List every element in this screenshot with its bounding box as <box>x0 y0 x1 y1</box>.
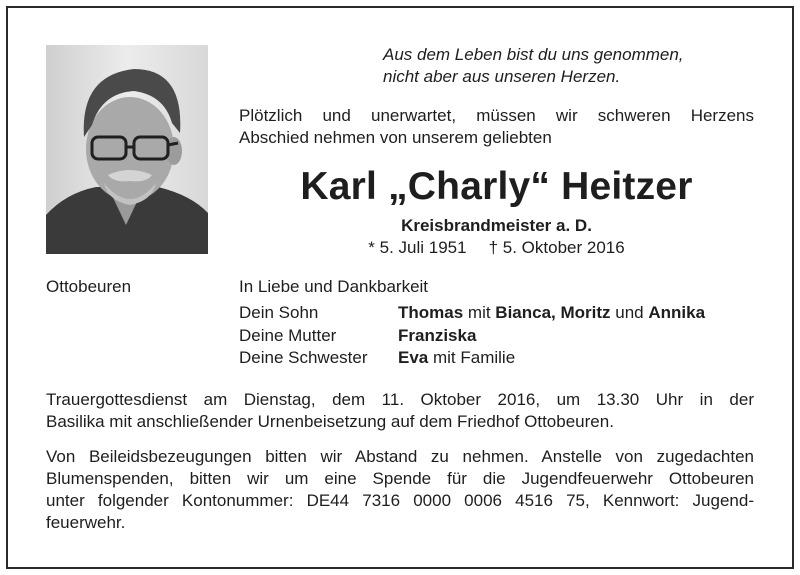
relative-name: Bianca, Moritz <box>495 303 611 322</box>
donation-line: Blumenspenden, bitten wir um eine Spende für die Jugendfeuerwehr Ottobeuren <box>46 469 754 488</box>
donation-line: unter folgender Kontonummer: DE44 7316 0000 0006 4516 75, Kennwort: Jugend- <box>46 491 754 510</box>
relative-connector: mit Familie <box>428 348 516 367</box>
death-date: † 5. Oktober 2016 <box>488 238 625 257</box>
donation-line: feuerwehr. <box>46 513 126 532</box>
service-line: Basilika mit anschließender Urnenbeisetzung auf dem Friedhof Ottobeuren. <box>46 412 614 431</box>
relative-names <box>398 325 476 348</box>
birth-date: * 5. Juli 1951 <box>368 238 467 257</box>
relative-role: Deine Mutter <box>239 325 337 345</box>
relative-names <box>398 347 515 370</box>
relative-name: Franziska <box>398 325 477 345</box>
intro-line: Abschied nehmen von unserem geliebten <box>239 128 552 147</box>
relative-names <box>398 302 705 325</box>
relative-row <box>239 347 759 370</box>
relative-row <box>239 302 759 325</box>
relative-connector: mit <box>463 303 496 322</box>
service-line: Trauergottesdienst am Dienstag, dem 11. Oktober 2016, um 13.30 Uhr in der <box>46 390 754 409</box>
donation-paragraph <box>46 446 754 534</box>
relative-name: Eva <box>398 348 429 367</box>
intro-line: Plötzlich und unerwartet, müssen wir schweren Herzens <box>239 106 754 125</box>
relative-connector: und <box>610 303 649 322</box>
place-name: Ottobeuren <box>46 277 132 296</box>
relatives-list <box>239 302 759 370</box>
intro-text <box>239 105 754 149</box>
quote-line: Aus dem Leben bist du uns genommen, <box>383 45 684 64</box>
quote-line: nicht aber aus unseren Herzen. <box>383 67 621 86</box>
relative-row <box>239 325 759 348</box>
relative-name: Annika <box>648 303 706 322</box>
donation-line: Von Beileidsbezeugungen bitten wir Abstand zu nehmen. Anstelle von zugedachten <box>46 447 754 466</box>
service-paragraph <box>46 389 754 433</box>
relative-role: Deine Schwester <box>239 348 368 367</box>
relative-role: Dein Sohn <box>239 303 319 322</box>
thanks-line: In Liebe und Dankbarkeit <box>239 277 429 296</box>
memorial-quote <box>383 44 753 88</box>
portrait-photo <box>46 45 208 254</box>
relative-name: Thomas <box>398 303 464 322</box>
life-dates <box>239 237 754 259</box>
deceased-name: Karl „Charly“ Heitzer <box>300 165 693 208</box>
deceased-title: Kreisbrandmeister a. D. <box>401 216 592 235</box>
